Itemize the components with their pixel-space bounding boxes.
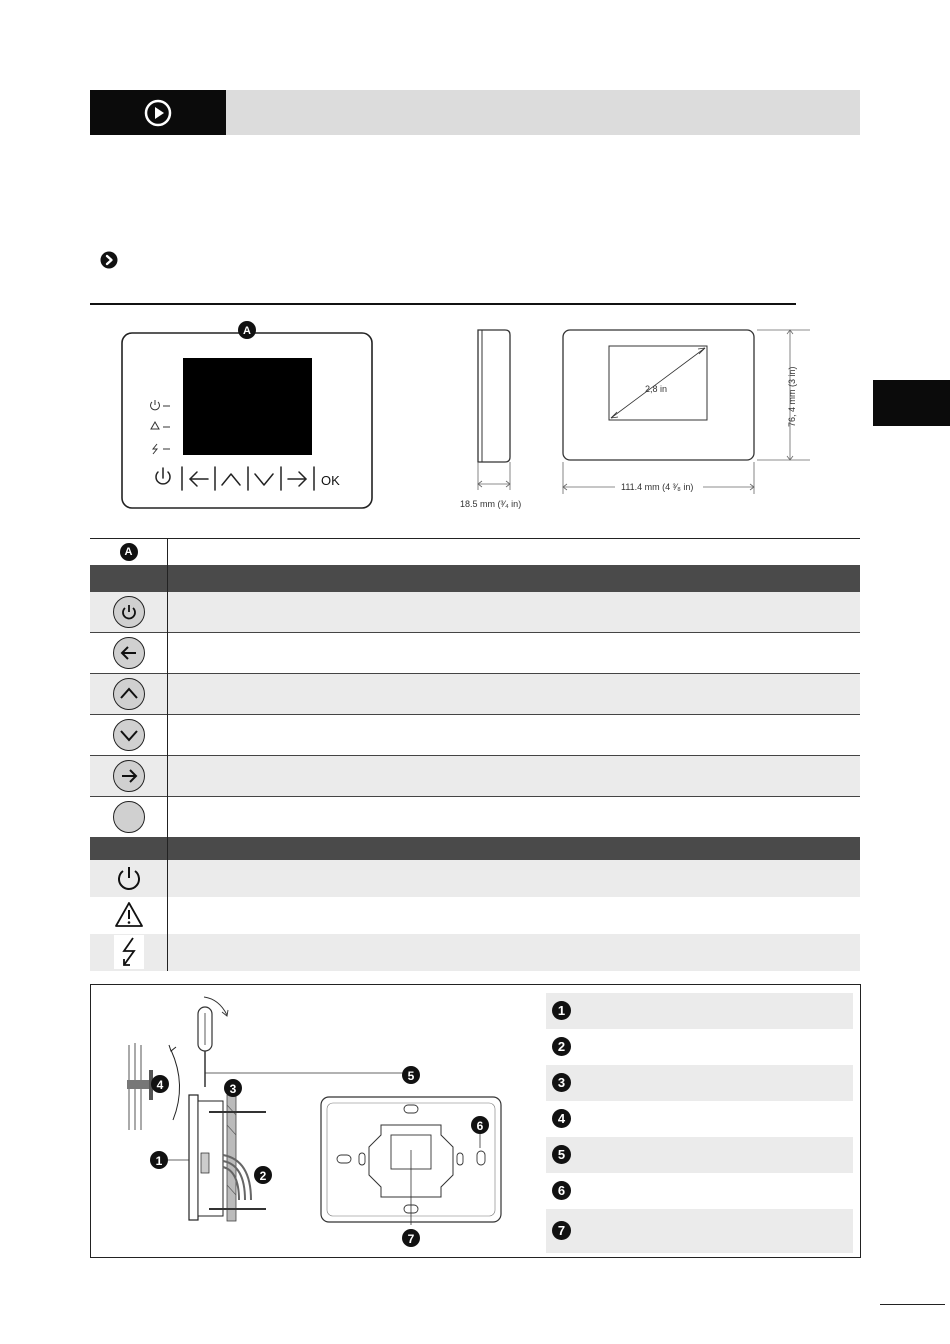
mount-callout-3: 3: [229, 1082, 237, 1096]
legend-callout-text: [168, 539, 861, 565]
mount-legend-num-5: 5: [552, 1145, 571, 1164]
ok-button-icon: [113, 801, 145, 833]
height-dimension-label: 76, 4 mm (3 in): [787, 366, 797, 427]
mounting-legend-item: [546, 1173, 853, 1209]
mounting-legend-item: [546, 993, 853, 1029]
legend-row: [90, 633, 860, 674]
callout-a-badge: A: [120, 543, 138, 561]
mount-callout-6: 6: [476, 1119, 484, 1133]
mounting-legend-item: [546, 1209, 853, 1253]
mounting-legend-item: [546, 1029, 853, 1065]
legend-row: [90, 756, 860, 797]
arrow-right-button-icon: [113, 760, 145, 792]
mounting-side-diagram: [91, 985, 521, 1253]
mounting-box: [90, 984, 861, 1258]
lightning-led-icon: [114, 935, 144, 969]
front-callout-a: A: [243, 325, 251, 337]
power-led-icon: [114, 863, 144, 893]
controller-outline-view: [555, 322, 825, 502]
warning-led-icon: [114, 900, 144, 930]
play-circle-icon: [143, 98, 173, 128]
arrow-left-button-icon: [113, 637, 145, 669]
legend-row: [90, 860, 860, 897]
mount-legend-num-3: 3: [552, 1073, 571, 1092]
mount-legend-num-4: 4: [552, 1109, 571, 1128]
front-ok-label: OK: [321, 473, 340, 488]
mount-callout-2: 2: [259, 1169, 267, 1183]
legend-row-callout: [90, 539, 860, 565]
depth-dimension-label: 18.5 mm (³⁄₄ in): [460, 499, 522, 509]
mounting-legend-item: [546, 1101, 853, 1137]
mount-callout-1: 1: [155, 1154, 163, 1168]
legend-header-buttons: [90, 565, 860, 592]
mount-callout-7: 7: [407, 1232, 415, 1246]
mount-legend-num-7: 7: [552, 1221, 571, 1240]
legend-table: [90, 538, 860, 971]
legend-row: [90, 897, 860, 934]
legend-row: [90, 592, 860, 633]
side-tab: [873, 380, 950, 426]
mount-legend-num-2: 2: [552, 1037, 571, 1056]
mount-callout-4: 4: [156, 1078, 164, 1092]
controller-side-view: [450, 325, 540, 515]
legend-row: [90, 797, 860, 837]
mount-legend-num-6: 6: [552, 1181, 571, 1200]
mounting-legend-item: [546, 1065, 853, 1101]
mounting-legend-item: [546, 1137, 853, 1173]
footer-rule: [880, 1304, 945, 1305]
section-header: [90, 90, 860, 135]
legend-row: [90, 674, 860, 715]
legend-row: [90, 934, 860, 971]
width-dimension-label: 111.4 mm (4 ³⁄₈ in): [621, 482, 694, 492]
mounting-legend: [546, 993, 853, 1253]
chevron-up-button-icon: [113, 678, 145, 710]
controller-front-view: [118, 320, 378, 510]
legend-header-leds: [90, 837, 860, 860]
section-divider: [90, 303, 796, 305]
legend-row: [90, 715, 860, 756]
power-button-icon: [113, 596, 145, 628]
section-header-dark-block: [90, 90, 226, 135]
arrow-bullet-icon: [100, 251, 118, 269]
mount-callout-5: 5: [407, 1069, 415, 1083]
diagonal-dimension-label: 2,8 in: [645, 384, 668, 394]
mount-legend-num-1: 1: [552, 1001, 571, 1020]
chevron-down-button-icon: [113, 719, 145, 751]
